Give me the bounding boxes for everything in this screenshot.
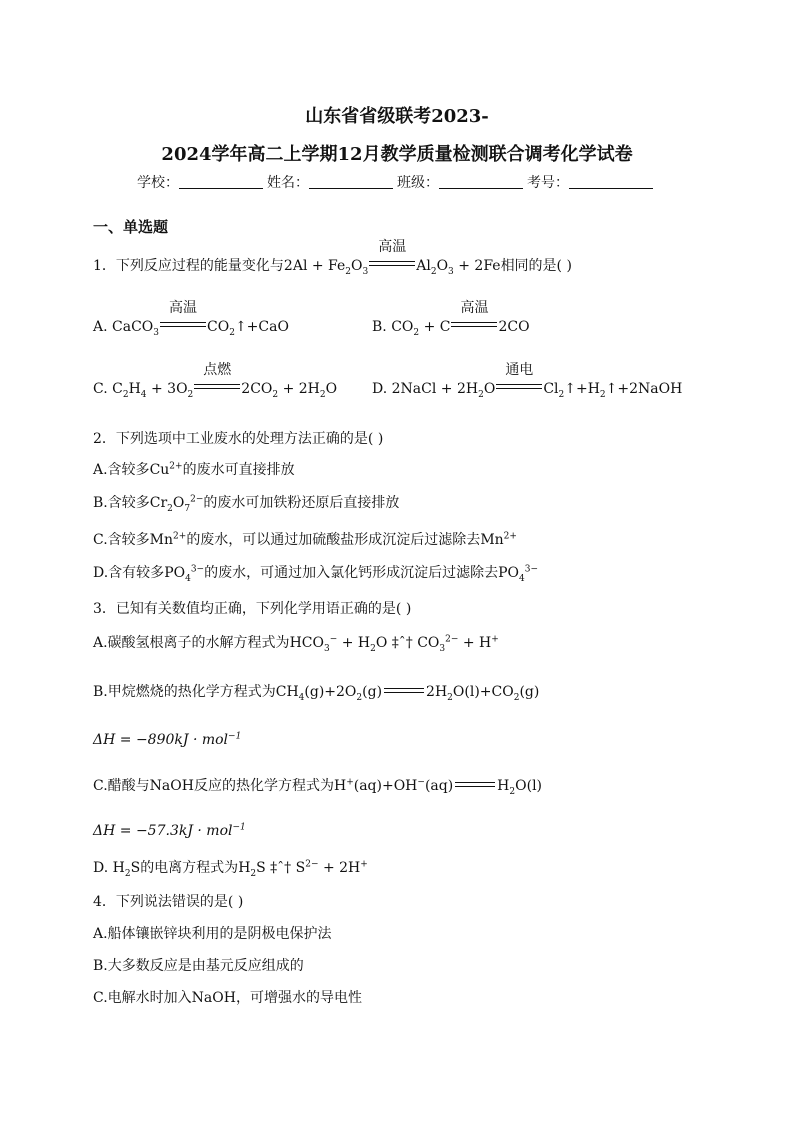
q3-option-c[interactable]: C.醋酸与NaOH反应的热化学方程式为H+(aq)+OH−(aq) $H_2O(l)$ — [93, 777, 543, 797]
class-label: 班级： — [397, 175, 439, 191]
exam-no-label: 考号： — [527, 175, 569, 191]
q3-option-b[interactable]: B.甲烷燃烧的热化学方程式为$CH_4(g)+2O_2(g)$ $2H_2O(l)+CO_2(g)$ — [93, 684, 540, 703]
school-blank[interactable] — [179, 174, 263, 189]
q2-option-c[interactable]: C.含较多$Mn^{2+}$的废水，可以通过加硫酸盐形成沉淀后过滤除去$Mn^{2+}$ — [93, 531, 517, 548]
q1-option-a[interactable]: A. CaCO$_3$ 高温 $CO_2↑+CaO$ — [93, 300, 289, 338]
name-blank[interactable] — [309, 174, 393, 189]
q4-option-b[interactable]: B.大多数反应是由基元反应组成的 — [93, 958, 304, 974]
school-label: 学校： — [137, 175, 179, 191]
q3-option-d[interactable]: D. $H_2S$的电离方程式为$H_2S$ ‡ˆ† $S^{2-} + 2H^+$ — [93, 859, 368, 879]
q3-option-a[interactable]: A.碳酸氢根离子的水解方程式为$HCO_3^- + H_2O$ ‡ˆ† $CO_3^{2-} + H^+$ — [93, 634, 499, 654]
q3-option-c-enthalpy: ΔH = −57.3kJ · mol$^{-1}$ — [93, 822, 246, 839]
q2-option-b[interactable]: B.含较多$Cr_2O_7^{2-}$的废水可加铁粉还原后直接排放 — [93, 494, 400, 514]
name-label: 姓名： — [267, 175, 309, 191]
class-blank[interactable] — [439, 174, 523, 189]
q1-option-d[interactable]: D. 2NaCl + $2H_2O$ 通电 $Cl_2↑+H_2↑+2NaOH$ — [372, 362, 683, 400]
exam-no-blank[interactable] — [569, 174, 653, 189]
title-line2: 2024学年高二上学期12月教学质量检测联合调考化学试卷 — [161, 144, 633, 165]
q4-option-c[interactable]: C.电解水时加入NaOH，可增强水的导电性 — [93, 990, 362, 1006]
q1-option-b[interactable]: B. $CO_2 + C$ 高温 2CO — [372, 300, 530, 338]
q3-stem: 3．已知有关数值均正确，下列化学用语正确的是( ) — [93, 601, 412, 617]
q3-option-b-enthalpy: ΔH = −890kJ · mol$^{-1}$ — [93, 731, 242, 748]
section-heading: 一、单选题 — [93, 218, 169, 236]
reaction-arrow: 高温 — [369, 256, 415, 272]
q1-option-c[interactable]: C. $C_2H_4 + 3O_2$ 点燃 $2CO_2 + 2H_2O$ — [93, 362, 338, 400]
q1-stem: 1．下列反应过程的能量变化与$2Al + Fe_2O_3$ 高温 $Al_2O_3 + 2Fe$相同的是( ) — [93, 239, 572, 277]
q4-stem: 4．下列说法错误的是( ) — [93, 894, 244, 910]
q2-option-d[interactable]: D.含有较多$PO_4^{3-}$的废水，可通过加入氯化钙形成沉淀后过滤除去$PO_4^{3-}$ — [93, 564, 539, 584]
q2-stem: 2．下列选项中工业废水的处理方法正确的是( ) — [93, 431, 384, 447]
q4-option-a[interactable]: A.船体镶嵌锌块利用的是阴极电保护法 — [93, 926, 332, 942]
student-info — [0, 172, 794, 192]
q2-option-a[interactable]: A.含较多$Cu^{2+}$的废水可直接排放 — [93, 461, 295, 478]
title-line1: 山东省省级联考2023- — [305, 106, 489, 127]
